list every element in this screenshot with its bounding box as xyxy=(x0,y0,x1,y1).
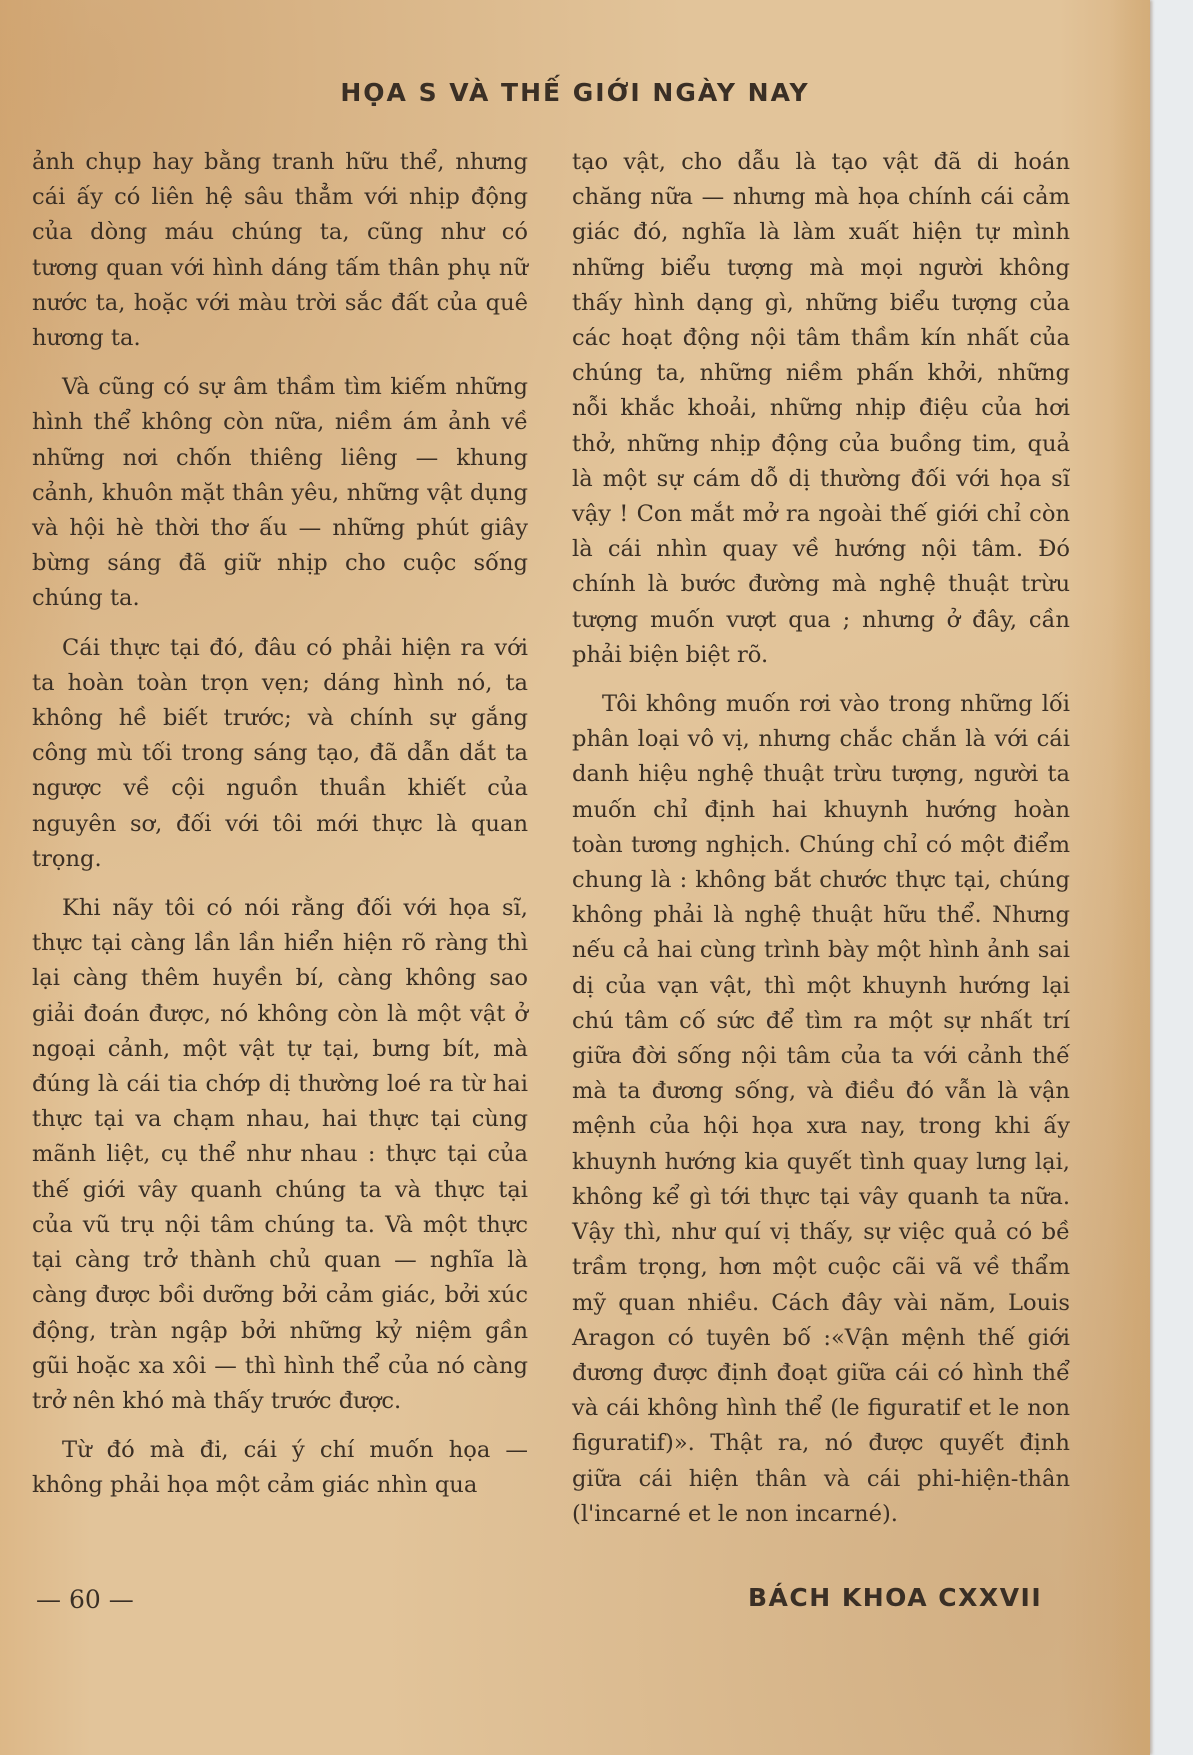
paragraph: Và cũng có sự âm thầm tìm kiếm những hình thể không còn nữa, niềm ám ảnh về những nơi chốn thiêng liêng — khung cảnh, khuôn mặt thân yêu, những vật dụng và hội hè thời thơ ấu — những phút giây bừng sáng đã giữ nhịp cho cuộc sống chúng ta. xyxy=(32,374,528,612)
paragraph: Khi nãy tôi có nói rằng đối với họa sĩ, thực tại càng lần lần hiển hiện rõ ràng thì lại càng thêm huyền bí, càng không sao giải đoán được, nó không còn là một vật ở ngoại cảnh, một vật tự tại, bưng bít, mà đúng là cái tia chớp dị thường loé ra từ hai thực tại va chạm nhau, hai thực tại cùng mãnh liệt, cụ thể như nhau : thực tại của thế giới vây quanh chúng ta và thực tại của vũ trụ nội tâm chúng ta. Và một thực tại càng trở thành chủ quan — nghĩa là càng được bồi dưỡng bởi cảm giác, bởi xúc động, tràn ngập bởi những kỷ niệm gần gũi hoặc xa xôi — thì hình thể của nó càng trở nên khó mà thấy trước được. xyxy=(32,895,528,1414)
page-number: — 60 — xyxy=(36,1585,134,1614)
right-column xyxy=(572,145,1070,1546)
paragraph: tạo vật, cho dẫu là tạo vật đã di hoán chăng nữa — nhưng mà họa chính cái cảm giác đó, nghĩa là làm xuất hiện tự mình những biểu tượng mà mọi người không thấy hình dạng gì, những biểu tượng của các hoạt động nội tâm thầm kín nhất của chúng ta, những niềm phấn khởi, những nỗi khắc khoải, những nhịp điệu của hơi thở, những nhịp động của buồng tim, quả là một sự cám dỗ dị thường đối với họa sĩ vậy ! Con mắt mở ra ngoài thế giới chỉ còn là cái nhìn quay về hướng nội tâm. Đó chính là bước đường mà nghệ thuật trừu tượng muốn vượt qua ; nhưng ở đây, cần phải biện biệt rõ. xyxy=(572,149,1070,668)
running-header: HỌA S VÀ THẾ GIỚI NGÀY NAY xyxy=(340,78,810,107)
paragraph: Cái thực tại đó, đâu có phải hiện ra với ta hoàn toàn trọn vẹn; dáng hình nó, ta không hề biết trước; và chính sự gắng công mù tối trong sáng tạo, đã dẫn dắt ta ngược về cội nguồn thuần khiết của nguyên sơ, đối với tôi mới thực là quan trọng. xyxy=(32,634,528,872)
paragraph: ảnh chụp hay bằng tranh hữu thể, nhưng cái ấy có liên hệ sâu thẳm với nhịp động của dòng máu chúng ta, cũng như có tương quan với hình dáng tấm thân phụ nữ nước ta, hoặc với màu trời sắc đất của quê hương ta. xyxy=(32,149,528,352)
publication-name: BÁCH KHOA CXXVII xyxy=(748,1583,1043,1612)
left-column xyxy=(32,145,528,1518)
page-edge xyxy=(1110,0,1150,1755)
paragraph: Tôi không muốn rơi vào trong những lối phân loại vô vị, nhưng chắc chắn là với cái danh hiệu nghệ thuật trừu tượng, người ta muốn chỉ định hai khuynh hướng hoàn toàn tương nghịch. Chúng chỉ có một điểm chung là : không bắt chước thực tại, chúng không phải là nghệ thuật hữu thể. Nhưng nếu cả hai cùng trình bày một hình ảnh sai dị của vạn vật, thì một khuynh hướng lại chú tâm cố sức để tìm ra một sự nhất trí giữa đời sống nội tâm của ta với cảnh thế mà ta đương sống, và điều đó vẫn là vận mệnh của hội họa xưa nay, trong khi ấy khuynh hướng kia quyết tình quay lưng lại, không kể gì tới thực tại vây quanh ta nữa. Vậy thì, như quí vị thấy, sự việc quả có bề trầm trọng, hơn một cuộc cãi vã về thẩm mỹ quan nhiều. Cách đây vài năm, Louis Aragon có tuyên bố :«Vận mệnh thế giới đương được định đoạt giữa cái có hình thể và cái không hình thể (le figuratif et le non figuratif)». Thật ra, nó được quyết định giữa cái hiện thân và cái phi-hiện-thân (l'incarné et le non incarné). xyxy=(572,691,1070,1527)
paragraph: Từ đó mà đi, cái ý chí muốn họa — không phải họa một cảm giác nhìn qua xyxy=(32,1437,528,1499)
